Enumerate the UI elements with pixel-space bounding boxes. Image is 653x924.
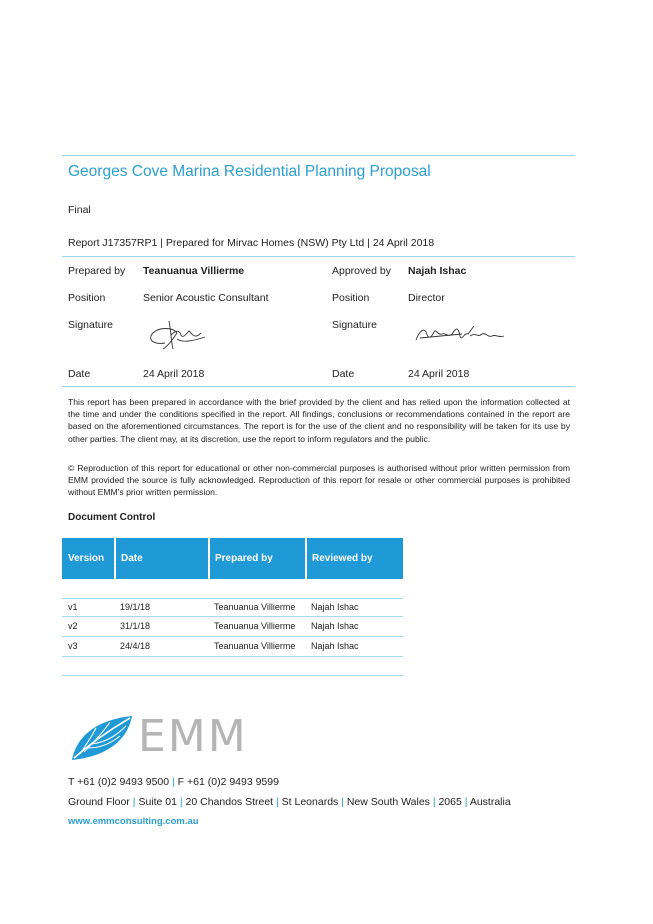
approved-by-name: Najah Ishac <box>408 265 467 277</box>
signoff-bottom-rule <box>62 386 575 387</box>
table-bottom-line <box>62 675 403 676</box>
cell-prepared-by: Teanuanua Villierme <box>214 641 296 651</box>
cell-version: v1 <box>68 602 78 612</box>
fax-number: F +61 (0)2 9493 9599 <box>177 776 279 788</box>
separator: | <box>176 796 186 808</box>
position-label-approver: Position <box>332 292 370 304</box>
cell-reviewed-by: Najah Ishac <box>311 602 359 612</box>
prepared-date: 24 April 2018 <box>143 368 205 380</box>
table-row-line <box>62 598 403 599</box>
column-divider <box>114 538 116 579</box>
column-divider <box>305 538 307 579</box>
cell-prepared-by: Teanuanua Villierme <box>214 621 296 631</box>
signature-label: Signature <box>68 319 113 331</box>
copyright-paragraph: © Reproduction of this report for educational or other non-commercial purposes is authorised without prior written permission from EMM provided the source is fully acknowledged. Reproduction of this report for resale or other commercial purposes is prohibited without EMM’s prior written permission. <box>68 463 570 498</box>
preparer-signature <box>143 313 213 355</box>
logo-text: EMM <box>138 711 248 762</box>
column-header-date: Date <box>121 553 143 564</box>
cell-version: v3 <box>68 641 78 651</box>
date-label: Date <box>68 368 91 380</box>
report-line: Report J17357RP1 | Prepared for Mirvac Homes (NSW) Pty Ltd | 24 April 2018 <box>68 237 435 249</box>
approver-signature <box>412 322 508 348</box>
emm-logo <box>70 712 250 762</box>
cell-reviewed-by: Najah Ishac <box>311 621 359 631</box>
leaf-logo-icon <box>70 714 134 762</box>
separator: | <box>338 796 347 808</box>
address-part: Suite 01 <box>138 796 177 808</box>
prepared-by-label: Prepared by <box>68 265 126 277</box>
address-part: 20 Chandos Street <box>185 796 274 808</box>
page-title: Georges Cove Marina Residential Planning Proposal <box>68 163 431 180</box>
table-row-line <box>62 616 403 617</box>
phone-number: T +61 (0)2 9493 9500 <box>68 776 170 788</box>
column-divider <box>208 538 210 579</box>
separator: | <box>429 796 439 808</box>
document-control-heading: Document Control <box>68 512 156 523</box>
column-header-prepared-by: Prepared by <box>215 553 273 564</box>
document-control-table-header <box>62 538 403 579</box>
cell-date: 19/1/18 <box>120 602 151 612</box>
date-label-approver: Date <box>332 368 355 380</box>
table-row-line <box>62 636 403 637</box>
address-part: New South Wales <box>346 796 430 808</box>
approved-position: Director <box>408 292 445 304</box>
website-link[interactable]: www.emmconsulting.com.au <box>68 816 199 827</box>
table-row-line <box>62 656 403 657</box>
disclaimer-paragraph: This report has been prepared in accordance with the brief provided by the client and has relied upon the information collected at the time and under the conditions specified in the report. All findings, conclusions or recommendations contained in the report are based on the aforementioned circumstances. The report is for the use of the client and no responsibility will be taken for its use by other parties. The client may, at its discretion, use the report to inform regulators and the public. <box>68 397 570 444</box>
separator: | <box>273 796 282 808</box>
address-line <box>68 796 511 808</box>
signature-label-approver: Signature <box>332 319 377 331</box>
address-part: 2065 <box>438 796 462 808</box>
cell-date: 31/1/18 <box>120 621 151 631</box>
approved-by-label: Approved by <box>332 265 391 277</box>
column-header-version: Version <box>68 553 105 564</box>
separator: | <box>461 796 470 808</box>
separator: | <box>129 796 139 808</box>
cell-reviewed-by: Najah Ishac <box>311 641 359 651</box>
address-part: Australia <box>469 796 511 808</box>
contact-line <box>68 776 279 788</box>
top-rule <box>62 155 575 156</box>
approved-date: 24 April 2018 <box>408 368 470 380</box>
report-status: Final <box>68 204 91 216</box>
address-part: Ground Floor <box>68 796 130 808</box>
address-part: St Leonards <box>281 796 339 808</box>
signoff-top-rule <box>62 256 575 257</box>
cell-prepared-by: Teanuanua Villierme <box>214 602 296 612</box>
prepared-by-name: Teanuanua Villierme <box>143 265 245 277</box>
separator: | <box>172 776 178 788</box>
column-header-reviewed-by: Reviewed by <box>312 553 373 564</box>
position-label: Position <box>68 292 106 304</box>
prepared-position: Senior Acoustic Consultant <box>143 292 269 304</box>
cell-date: 24/4/18 <box>120 641 151 651</box>
cell-version: v2 <box>68 621 78 631</box>
